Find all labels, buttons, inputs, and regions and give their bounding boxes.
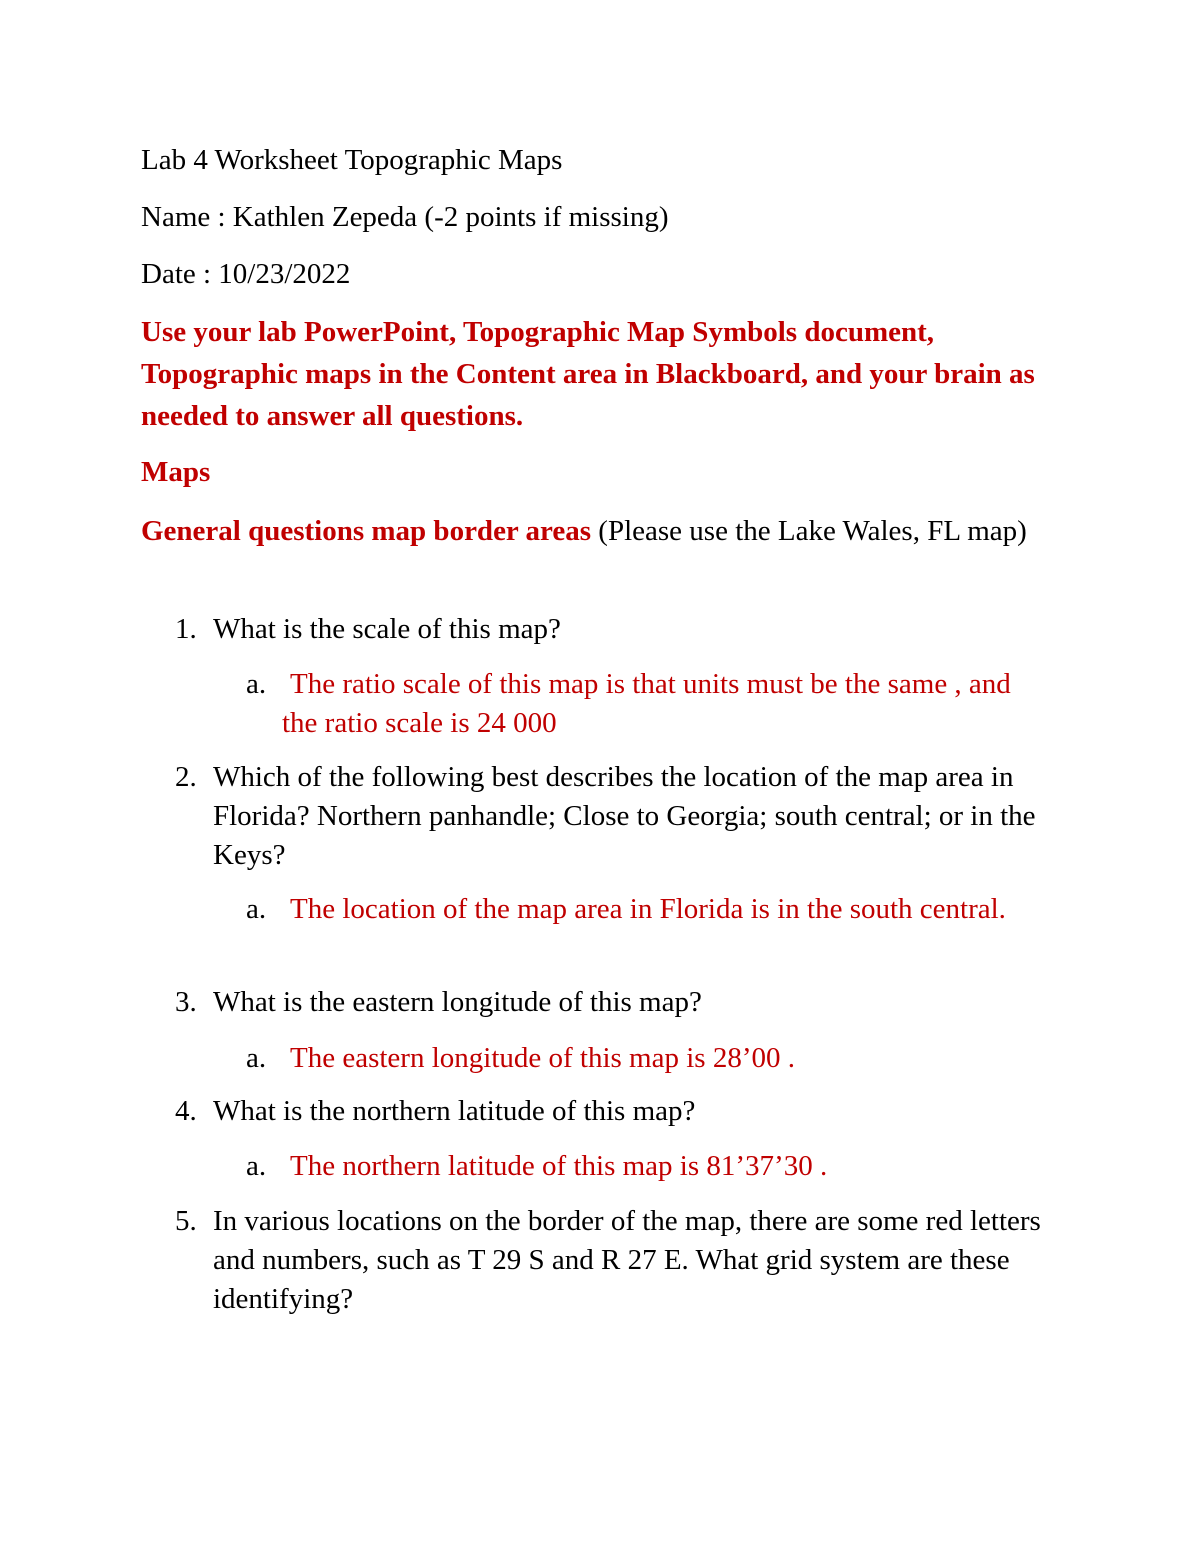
question-number: 3. <box>175 986 197 1018</box>
name-line: Name : Kathlen Zepeda (-2 points if missing) <box>141 201 669 233</box>
question-text: In various locations on the border of the map, there are some red letters and numbers, such as T 29 S and R 27 E. What grid system are these identifying? <box>213 1205 1041 1315</box>
question-number: 2. <box>175 761 197 793</box>
worksheet-title: Lab 4 Worksheet Topographic Maps <box>141 144 563 176</box>
intro-paragraph <box>141 511 1061 551</box>
date-line: Date : 10/23/2022 <box>141 258 351 290</box>
intro-note: (Please use the Lake Wales, FL map) <box>591 515 1027 547</box>
answer-letter: a. <box>246 1150 267 1182</box>
question-text: What is the northern latitude of this map? <box>213 1095 696 1127</box>
question-text: What is the eastern longitude of this map? <box>213 986 702 1018</box>
question-text: Which of the following best describes the location of the map area in Florida? Northern panhandle; Close to Georgia; south central; or in the Keys? <box>213 761 1036 871</box>
section-heading: Maps <box>141 456 211 488</box>
answer-letter: a. <box>246 1042 267 1074</box>
intro-heading: General questions map border areas <box>141 515 592 547</box>
answer-text: The location of the map area in Florida is in the south central. <box>290 893 1006 925</box>
question-number: 5. <box>175 1205 197 1237</box>
answer-letter: a. <box>246 668 267 700</box>
answer-text: The northern latitude of this map is 81’37’30 . <box>290 1150 828 1182</box>
question-number: 1. <box>175 613 197 645</box>
instructions-paragraph: Use your lab PowerPoint, Topographic Map Symbols document, Topographic maps in the Content area in Blackboard, and your brain as needed to answer all questions. <box>141 316 1035 432</box>
question-number: 4. <box>175 1095 197 1127</box>
answer-text: The ratio scale of this map is that units must be the same , and the ratio scale is 24 000 <box>282 668 1011 739</box>
question-text: What is the scale of this map? <box>213 613 561 645</box>
answer-text: The eastern longitude of this map is 28’00 . <box>290 1042 795 1074</box>
answer-letter: a. <box>246 893 267 925</box>
